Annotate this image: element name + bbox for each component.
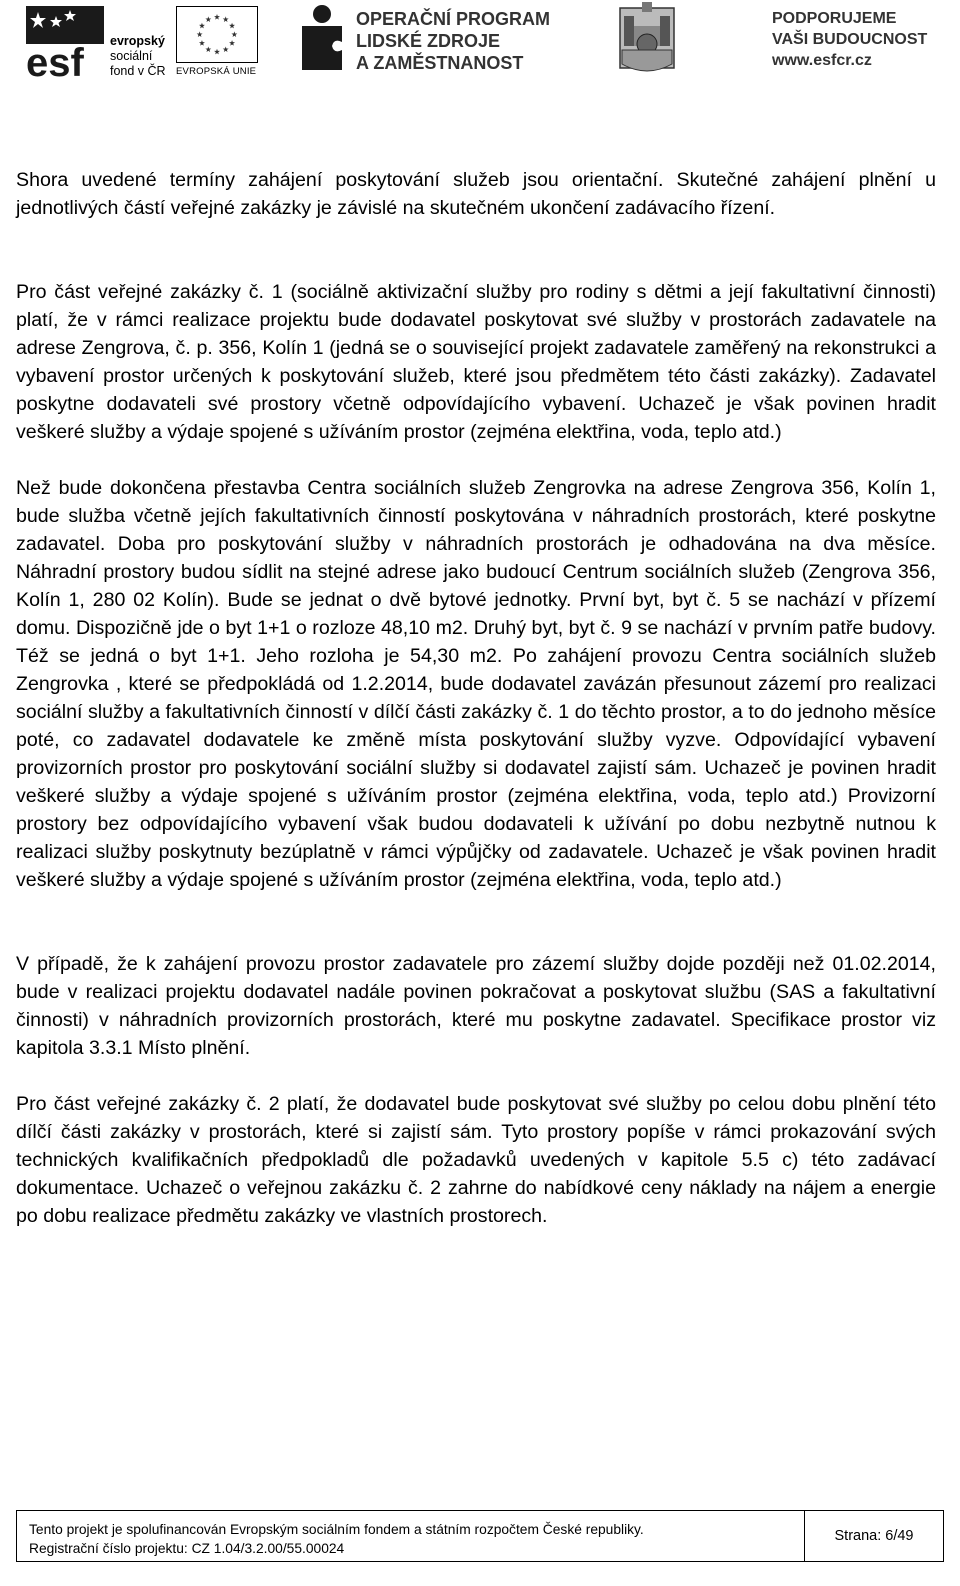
esf-wordmark: evropský sociální fond v ČR [110,34,166,78]
eu-flag-icon [176,6,258,63]
footer-funding-line: Tento projekt je spolufinancován Evropským sociálním fondem a státním rozpočtem České republiky. [29,1522,644,1537]
paragraph-part-1: Pro část veřejné zakázky č. 1 (sociálně aktivizační služby pro rodiny s dětmi a její fakultativní činnosti) platí, že v rámci realizace projektu bude dodavatel poskytovat své služby v prostorách zadavatele na adrese Zengrova, č. p. 356, Kolín 1 (jedná se o související projekt zadavatele zaměřený na rekonstrukci a vybavení prostor určených k poskytování služeb, které jsou předmětem této části zakázky). Zadavatel poskytne dodavateli své prostory včetně odpovídajícího vybavení. Uchazeč je však povinen hradit veškeré služby a výdaje spojené s užíváním prostor (zejména elektřina, voda, teplo atd.) [16,281,936,443]
svg-text:esf: esf [26,41,84,78]
esf-logo-icon [26,6,104,78]
eu-caption: EVROPSKÁ UNIE [176,66,257,77]
eu-logo [176,6,262,77]
city-crest-icon [616,2,678,76]
paragraph-temporary-premises: Než bude dokončena přestavba Centra sociálních služeb Zengrovka na adrese Zengrova 356, Kolín 1, bude služba včetně jejích fakultativních činností poskytována v náhradních prostorách, které poskytne zadavatel. Doba pro poskytování služby v náhradních prostorách je odhadována na dva měsíce. Náhradní prostory budou sídlit na stejné adrese jako budoucí Centrum sociálních služeb (Zengrova 356, Kolín 1, 280 02 Kolín). Bude se jednat o dvě bytové jednotky. První byt, byt č. 5 se nachází v přízemí domu. Dispozičně jde o byt 1+1 o rozloze 48,10 m2. Druhý byt, byt č. 9 se nachází v prvním patře budovy. Též se jedná o byt 1+1. Jeho rozloha je 54,30 m2. Po zahájení provozu Centra sociálních služeb Zengrovka , které se předpokládá od 1.2.2014, bude dodavatel zavázán přesunout zázemí pro realizaci sociální služby a fakultativních činností v dílčí části zakázky č. 1 do těchto prostor, a to do jednoho měsíce poté, co zadavatel dodavatele ke změně místa poskytování služby vyzve. Odpovídající vybavení provizorních prostor pro poskytování sociální služby si dodavatel zajistí sám. Uchazeč je povinen hradit veškeré služby a výdaje spojené s užíváním prostor (zejména elektřina, voda, teplo atd.) Provizorní prostory bez odpovídajícího vybavení však budou dodavateli k užívání po dobu nezbytně nutnou k realizaci služby poskytnuty bezúplatně v rámci výpůjčky od zadavatele. Uchazeč je však povinen hradit veškeré služby a výdaje spojené s užíváním prostor (zejména elektřina, voda, teplo atd.) [16,477,936,891]
footer-funding-note [17,1511,805,1561]
esfcr-link[interactable]: www.esfcr.cz [772,52,872,69]
page-footer [16,1510,944,1562]
puzzle-icon [298,4,346,72]
paragraph-part-2: Pro část veřejné zakázky č. 2 platí, že dodavatel bude poskytovat své služby po celou dobu plnění této dílčí části zakázky v prostorách, které si zajistí sám. Tyto prostory popíše v rámci prokazování svých technických kvalifikačních předpokladů dle požadavků uvedených v kapitole 5.5 c) této zadávací dokumentace. Uchazeč o veřejnou zakázku č. 2 zahrne do nabídkové ceny náklady na nájem a energie po dobu realizace předmětu zakázky ve vlastních prostorech. [16,1093,936,1227]
paragraph-delay-clause: V případě, že k zahájení provozu prostor zadavatele pro zázemí služby dojde později než 01.02.2014, bude v realizaci projektu dodavatel nadále povinen pokračovat a poskytovat službu (SAS a fakultativní činnosti) v náhradních provizorních prostorách, které mu poskytne zadavatel. Specifikace prostor viz kapitola 3.3.1 Místo plnění. [16,953,936,1059]
op-program-title: OPERAČNÍ PROGRAM LIDSKÉ ZDROJE A ZAMĚSTNANOST [356,9,551,73]
page-number: Strana: 6/49 [834,1528,914,1544]
paragraph-orientation-note: Shora uvedené termíny zahájení poskytování služeb jsou orientační. Skutečné zahájení plnění u jednotlivých částí veřejné zakázky je závislé na skutečném ukončení zadávacího řízení. [16,169,936,219]
footer-registration-line: Registrační číslo projektu: CZ 1.04/3.2.00/55.00024 [29,1541,345,1556]
support-slogan: PODPORUJEME VAŠI BUDOUCNOST www.esfcr.cz [772,10,928,69]
page-header [0,0,960,90]
document-body [16,166,936,1230]
